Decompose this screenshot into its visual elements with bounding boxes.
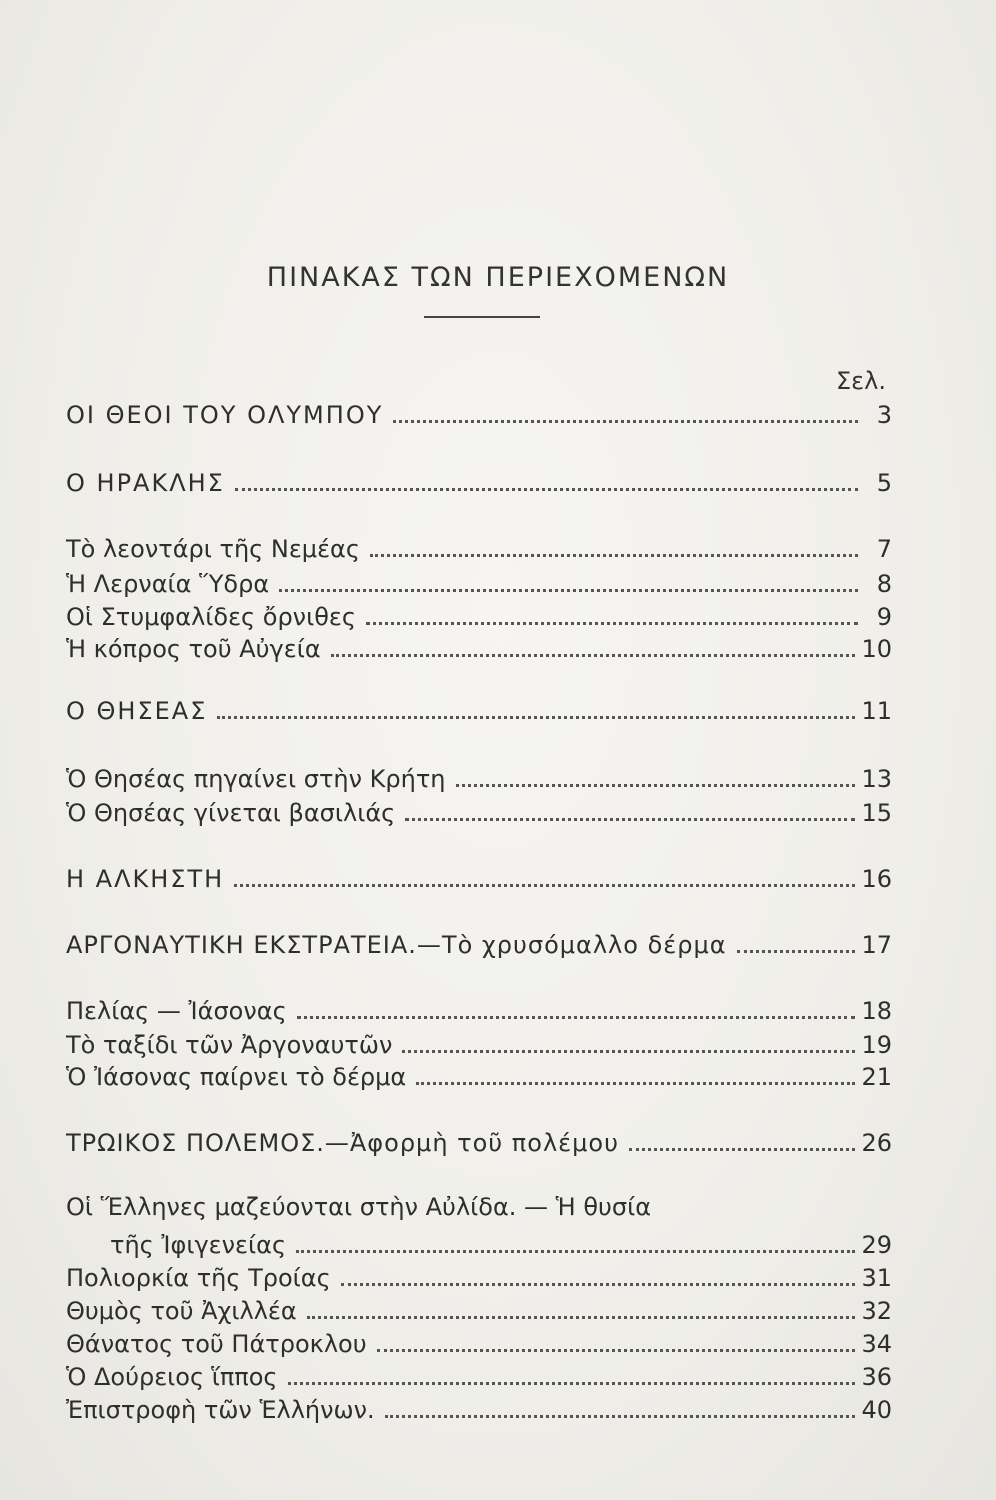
toc-entry-page: 26	[861, 1129, 892, 1157]
dot-leader	[366, 622, 858, 625]
toc-entry-page: 29	[861, 1231, 892, 1259]
toc-entry-label: Ὁ Θησέας πηγαίνει στὴν Κρήτη	[66, 765, 446, 793]
page-title: ΠΙΝΑΚΑΣ ΤΩΝ ΠΕΡΙΕΧΟΜΕΝΩΝ	[266, 262, 730, 293]
toc-entry-label: Πολιορκία τῆς Τροίας	[66, 1264, 331, 1292]
toc-entry-page: 36	[861, 1363, 892, 1391]
toc-entry	[66, 1026, 892, 1060]
toc-entry-page: 31	[861, 1264, 892, 1292]
toc-entry-label: Ὁ Δούρειος ἵππος	[66, 1363, 278, 1391]
toc-entry	[66, 1391, 892, 1425]
toc-entry-label: Θάνατος τοῦ Πάτροκλου	[66, 1330, 367, 1358]
dot-leader	[377, 1349, 856, 1352]
toc-entry	[66, 1325, 892, 1359]
toc-entry-page: 19	[861, 1031, 892, 1059]
toc-entry-label: Οἱ Στυμφαλίδες ὄρνιθες	[66, 603, 356, 631]
toc-entry	[66, 1358, 892, 1392]
toc-entry	[66, 860, 892, 894]
toc-entry-page: 18	[861, 997, 892, 1025]
toc-entry	[66, 630, 892, 664]
toc-entry-label: Ο ΗΡΑΚΛΗΣ	[66, 469, 225, 497]
dot-leader	[405, 818, 855, 821]
toc-entry-label: Ἐπιστροφὴ τῶν Ἑλλήνων.	[66, 1396, 375, 1424]
toc-entry-page: 15	[861, 799, 892, 827]
toc-entry-page: 21	[861, 1063, 892, 1091]
dot-leader	[331, 654, 856, 657]
dot-leader	[629, 1148, 855, 1151]
toc-entry-page: 17	[861, 931, 892, 959]
dot-leader	[235, 488, 858, 491]
toc-entry-page: 40	[861, 1396, 892, 1424]
toc-entry-page: 7	[876, 535, 892, 563]
toc-entry	[66, 1058, 892, 1092]
toc-entry	[66, 1124, 892, 1158]
toc-entry	[66, 464, 892, 498]
dot-leader	[341, 1283, 856, 1286]
toc-entry-label: ΑΡΓΟΝΑΥΤΙΚΗ ΕΚΣΤΡΑΤΕΙΑ.—Τὸ χρυσόμαλλο δέρμα	[66, 931, 727, 959]
toc-entry	[66, 760, 892, 794]
dot-leader	[416, 1082, 855, 1085]
toc-entry-page: 16	[861, 865, 892, 893]
toc-entry-page: 11	[861, 697, 892, 725]
toc-entry-page: 32	[861, 1297, 892, 1325]
dot-leader	[296, 1250, 855, 1253]
toc-entry-label: Ο ΘΗΣΕΑΣ	[66, 697, 208, 725]
dot-leader	[385, 1415, 856, 1418]
dot-leader	[307, 1316, 856, 1319]
dot-leader	[393, 420, 858, 423]
toc-entry	[66, 396, 892, 430]
dot-leader	[456, 784, 856, 787]
title-underline	[424, 316, 540, 318]
page-column-header: Σελ.	[836, 367, 886, 395]
toc-entry-label: Ἡ Λερναία Ὕδρα	[66, 570, 270, 598]
toc-entry-label: τῆς Ἰφιγενείας	[110, 1231, 287, 1259]
toc-entry	[66, 530, 892, 564]
dot-leader	[402, 1050, 855, 1053]
dot-leader	[279, 589, 858, 592]
toc-entry	[66, 598, 892, 632]
dot-leader	[297, 1016, 856, 1019]
toc-entry-label: Ὁ Ἰάσονας παίρνει τὸ δέρμα	[66, 1063, 407, 1091]
toc-entry-page: 13	[861, 765, 892, 793]
toc-entry-page: 34	[861, 1330, 892, 1358]
toc-entry-label: Η ΑΛΚΗΣΤΗ	[66, 865, 225, 893]
toc-entry-label: Πελίας — Ἰάσονας	[66, 997, 287, 1025]
toc-entry-label: Τὸ ταξίδι τῶν Ἀργοναυτῶν	[66, 1031, 393, 1059]
toc-entry	[66, 794, 892, 828]
toc-entry-label: Τὸ λεοντάρι τῆς Νεμέας	[66, 535, 360, 563]
dot-leader	[737, 950, 856, 953]
toc-entry	[66, 565, 892, 599]
toc-entry	[66, 1193, 892, 1260]
toc-entry	[66, 926, 892, 960]
toc-entry-page: 5	[876, 469, 892, 497]
toc-entry-page: 10	[861, 635, 892, 663]
toc-entry-page: 3	[876, 401, 892, 429]
toc-entry	[66, 1259, 892, 1293]
toc-entry-label-line1: Οἱ Ἕλληνες μαζεύονται στὴν Αὐλίδα. — Ἡ θυσία	[66, 1193, 652, 1221]
toc-entry	[66, 1292, 892, 1326]
dot-leader	[234, 884, 855, 887]
toc-entry-label: Θυμὸς τοῦ Ἀχιλλέα	[66, 1297, 297, 1325]
toc-entry-label: ΟΙ ΘΕΟΙ ΤΟΥ ΟΛΥΜΠΟΥ	[66, 401, 384, 429]
dot-leader	[217, 716, 855, 719]
toc-entry-label: Ὁ Θησέας γίνεται βασιλιάς	[66, 799, 396, 827]
toc-entry-page: 9	[876, 603, 892, 631]
dot-leader	[370, 554, 858, 557]
toc-entry-page: 8	[876, 570, 892, 598]
toc-entry	[66, 692, 892, 726]
toc-entry	[66, 992, 892, 1026]
toc-entry-label: Ἡ κόπρος τοῦ Αὐγεία	[66, 635, 321, 663]
toc-entry-label: ΤΡΩΙΚΟΣ ΠΟΛΕΜΟΣ.—Ἀφορμὴ τοῦ πολέμου	[66, 1129, 619, 1157]
dot-leader	[288, 1382, 856, 1385]
